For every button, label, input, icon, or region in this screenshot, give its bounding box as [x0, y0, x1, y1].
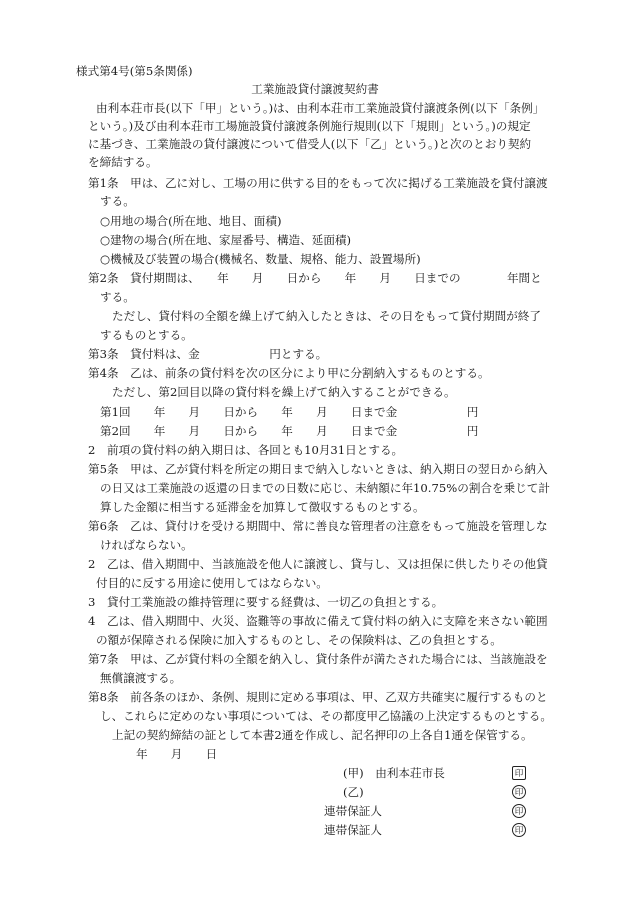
- seal-icon: 印: [512, 804, 526, 818]
- article-6-para-2-cont: 付目的に反する用途に使用してはならない。: [96, 576, 328, 590]
- article-4-para-2: 2 前項の貸付料の納入期日は、各回とも10月31日とする。: [88, 443, 404, 457]
- party-b-label: (乙): [343, 785, 364, 799]
- article-6-cont: ければならない。: [100, 538, 193, 552]
- contract-date: 年 月 日: [136, 747, 218, 761]
- preamble-line: に基づき、工業施設の貸付譲渡について借受人(以下「乙」という。)と次のとおり契約: [88, 137, 532, 151]
- party-a-label: (甲) 由利本荘市長: [343, 766, 445, 780]
- closing-statement: 上記の契約締結の証として本書2通を作成し、記名押印の上各自1通を保管する。: [112, 728, 533, 742]
- article-4: 第4条 乙は、前条の貸付料を次の区分により甲に分割納入するものとする。: [88, 366, 490, 380]
- article-6: 第6条 乙は、貸付けを受ける期間中、常に善良な管理者の注意をもって施設を管理しな: [88, 519, 548, 533]
- article-6-para-4: 4 乙は、借入期間中、火災、盗難等の事故に備えて貸付料の納入に支障を来さない範囲: [88, 614, 548, 628]
- guarantor-2-label: 連帯保証人: [324, 823, 382, 837]
- article-5-cont: 算した金額に相当する延滞金を加算して徴収するものとする。: [100, 500, 425, 514]
- preamble-line: という。)及び由利本荘市工場施設貸付譲渡条例施行規則(以下「規則」という。)の規定: [88, 119, 531, 133]
- article-6-para-3: 3 貸付工業施設の維持管理に要する経費は、一切乙の負担とする。: [88, 595, 444, 609]
- item-machinery: ○機械及び装置の場合(機械名、数量、規格、能力、設置場所): [100, 252, 421, 266]
- article-6-para-4-cont: の額が保障される保険に加入するものとし、その保険料は、乙の負担とする。: [96, 633, 502, 647]
- item-land: ○用地の場合(所在地、地目、面積): [100, 214, 282, 228]
- article-8: 第8条 前各条のほか、条例、規則に定める事項は、甲、乙双方共確実に履行するものと: [88, 690, 548, 704]
- article-2-proviso-cont: するものとする。: [100, 328, 193, 342]
- form-number: 様式第4号(第5条関係): [76, 64, 193, 78]
- article-7: 第7条 甲は、乙が貸付料の全額を納入し、貸付条件が満たされた場合には、当該施設を: [88, 652, 548, 666]
- article-2-proviso: ただし、貸付料の全額を繰上げて納入したときは、その日をもって貸付期間が終了: [112, 309, 541, 323]
- article-1-cont: する。: [100, 194, 135, 208]
- article-2: 第2条 貸付期間は、 年 月 日から 年 月 日までの 年間と: [88, 271, 542, 285]
- article-3: 第3条 貸付料は、金 円とする。: [88, 347, 328, 361]
- article-5-cont: の日又は工業施設の返還の日までの日数に応じ、未納額に年10.75%の割合を乗じて計: [100, 481, 550, 495]
- article-6-para-2: 2 乙は、借入期間中、当該施設を他人に譲渡し、貸与し、又は担保に供したりその他貸: [88, 557, 548, 571]
- item-building: ○建物の場合(所在地、家屋番号、構造、延面積): [100, 233, 352, 247]
- seal-icon: 印: [512, 766, 526, 780]
- seal-icon: 印: [512, 785, 526, 799]
- article-2-cont: する。: [100, 290, 135, 304]
- guarantor-1-label: 連帯保証人: [324, 804, 382, 818]
- article-5: 第5条 甲は、乙が貸付料を所定の期日まで納入しないときは、納入期日の翌日から納入: [88, 462, 548, 476]
- article-8-cont: し、これらに定めのない事項については、その都度甲乙協議の上決定するものとする。: [100, 709, 552, 723]
- seal-icon: 印: [512, 823, 526, 837]
- installment-2: 第2回 年 月 日から 年 月 日まで金 円: [100, 424, 479, 438]
- preamble-line: 由利本荘市長(以下「甲」という。)は、由利本荘市工業施設貸付譲渡条例(以下「条例」: [96, 101, 545, 115]
- preamble-line: を締結する。: [88, 155, 158, 169]
- document-title: 工業施設貸付譲渡契約書: [251, 82, 379, 96]
- article-1: 第1条 甲は、乙に対し、工場の用に供する目的をもって次に掲げる工業施設を貸付譲渡: [88, 176, 548, 190]
- installment-1: 第1回 年 月 日から 年 月 日まで金 円: [100, 405, 479, 419]
- article-4-proviso: ただし、第2回目以降の貸付料を繰上げて納入することができる。: [112, 385, 456, 399]
- article-7-cont: 無償譲渡する。: [100, 671, 182, 685]
